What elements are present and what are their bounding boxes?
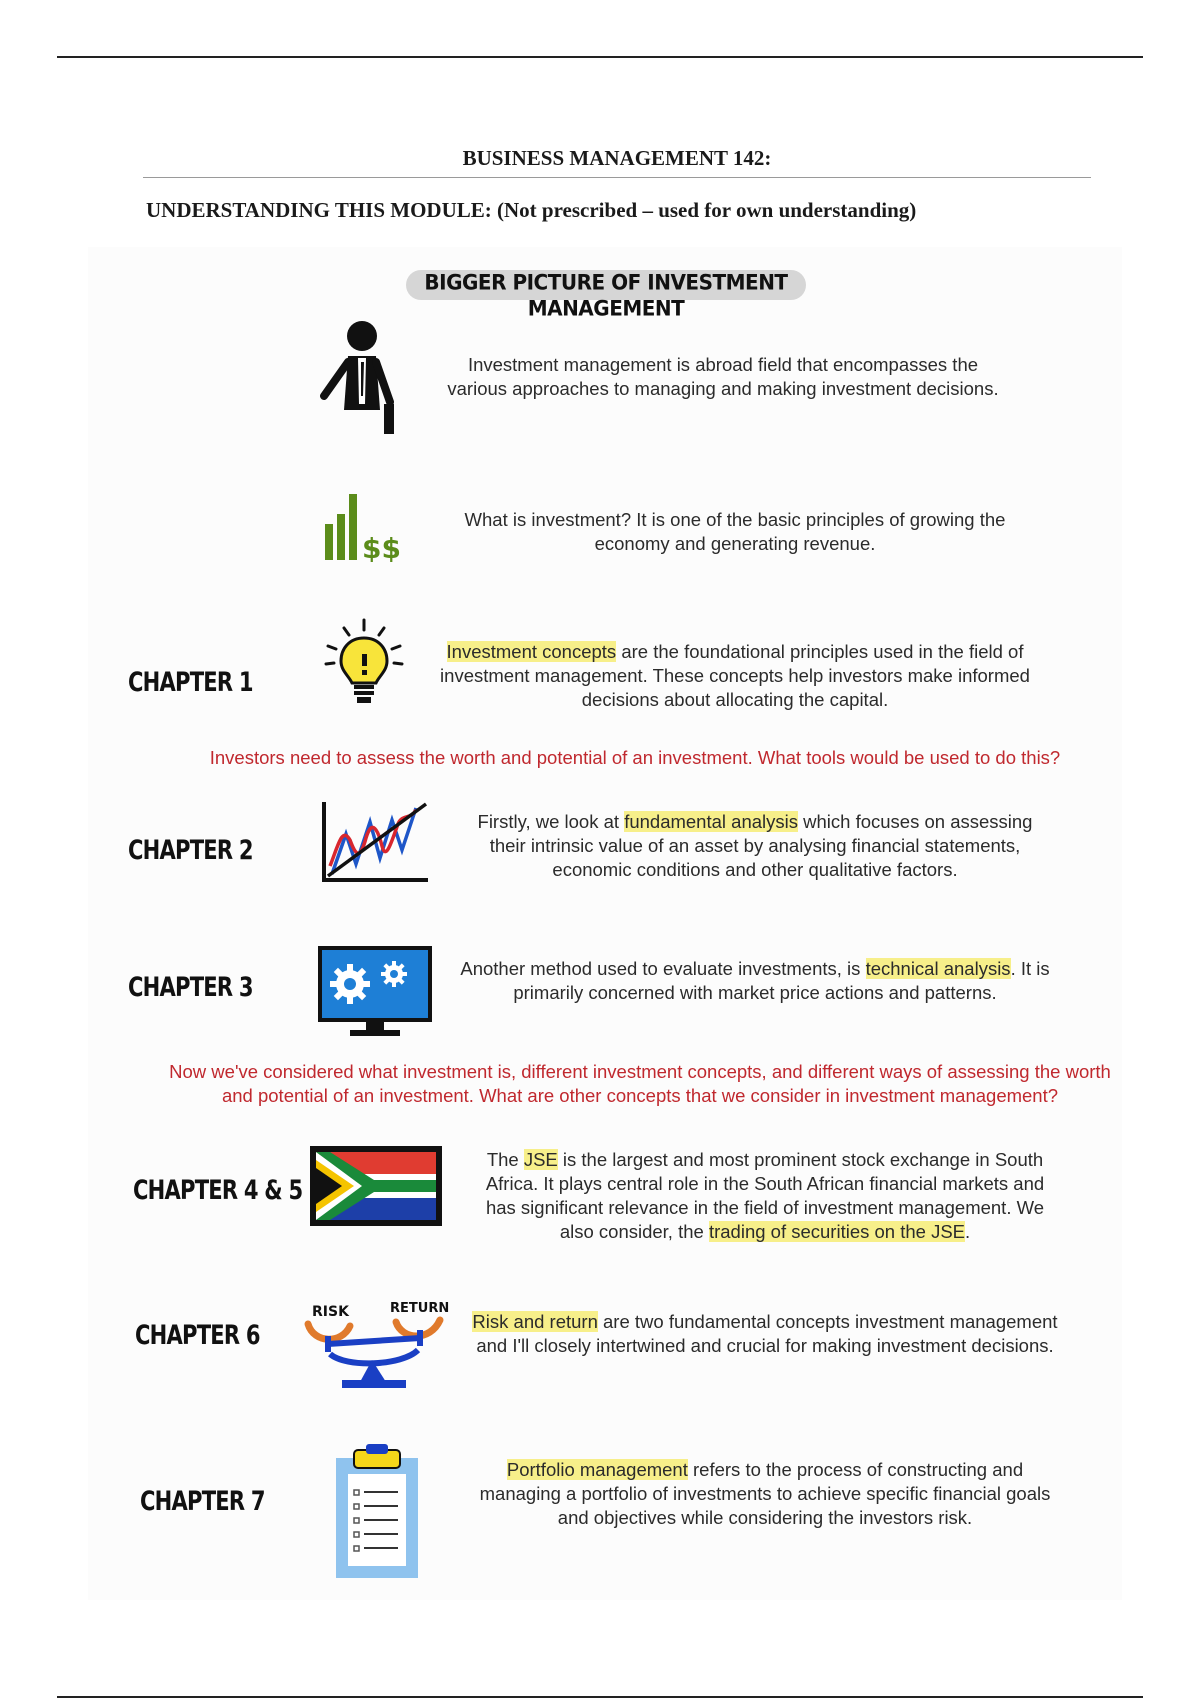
chapter-3-body-start: Another method used to evaluate investments, is <box>460 958 866 979</box>
chapter-4-5-body-middle: is the largest and most prominent stock exchange in South Africa. It plays central role in the South African financial markets and has significant relevance in the field of investment management. We also consider, the <box>485 1149 1045 1242</box>
chapter-1-highlight: Investment concepts <box>446 641 617 662</box>
document-title: BUSINESS MANAGEMENT 142: <box>462 146 772 170</box>
balance-scale-icon <box>302 1298 452 1392</box>
chapter-2-highlight: fundamental analysis <box>624 811 798 832</box>
chapter-1-body: are the foundational principles used in the field of investment management. These concepts help investors make informed decisions about allocating the capital. <box>440 641 1030 710</box>
chapter-7-text <box>470 1458 1060 1530</box>
chapter-2-label: CHAPTER 2 <box>128 835 253 866</box>
south-africa-flag-icon <box>308 1144 444 1228</box>
chapter-2-body-start: Firstly, we look at <box>477 811 625 832</box>
chapter-4-5-highlight-jse: JSE <box>523 1149 558 1170</box>
chapter-6-label: CHAPTER 6 <box>135 1320 260 1351</box>
chapter-4-5-body-start: The <box>486 1149 524 1170</box>
chapter-7-body: refers to the process of constructing and managing a portfolio of investments to achieve specific financial goals and objectives while considering the investors risk. <box>479 1459 1051 1528</box>
chapter-1-text <box>440 640 1030 712</box>
intro-text: Investment management is abroad field that encompasses the various approaches to managing and making investment decisions. <box>447 354 999 399</box>
chapter-2-body-end: which focuses on assessing their intrinsic value of an asset by analysing financial statements, economic conditions and other qualitative factors. <box>489 811 1033 880</box>
bottom-rule <box>57 1696 1143 1698</box>
risk-label: RISK <box>312 1304 349 1320</box>
chapter-3-text <box>460 957 1050 1005</box>
title-underline <box>143 177 1091 178</box>
document-subtitle: UNDERSTANDING THIS MODULE: (Not prescribed – used for own understanding) <box>146 198 917 222</box>
chapter-3-label: CHAPTER 3 <box>128 972 253 1003</box>
clipboard-checklist-icon <box>330 1444 424 1580</box>
bar-chart-dollar-icon <box>324 492 404 562</box>
chapter-6-highlight: Risk and return <box>472 1311 598 1332</box>
businessman-icon <box>318 318 408 438</box>
chapter-6-text <box>470 1310 1060 1358</box>
top-rule <box>57 56 1143 58</box>
chapter-6-body: are two fundamental concepts investment management and I'll closely intertwined and crucial for making investment decisions. <box>476 1311 1058 1356</box>
monitor-gears-icon <box>318 946 432 1038</box>
chapter-4-5-body-end: . <box>965 1221 971 1242</box>
chapter-4-5-highlight-trading: trading of securities on the JSE <box>708 1221 966 1242</box>
chapter-7-label: CHAPTER 7 <box>140 1486 265 1517</box>
return-label: RETURN <box>390 1301 450 1316</box>
investment-text: What is investment? It is one of the basic principles of growing the economy and generating revenue. <box>464 509 1006 554</box>
lightbulb-icon <box>320 618 408 710</box>
chapter-3-highlight: technical analysis <box>865 958 1011 979</box>
chapter-3-body-end: . It is primarily concerned with market price actions and patterns. <box>513 958 1050 1003</box>
chapter-4-5-text <box>470 1148 1060 1244</box>
chapter-7-highlight: Portfolio management <box>506 1459 688 1480</box>
dollar-signs: $$ <box>362 532 401 562</box>
chapter-2-text <box>460 810 1050 882</box>
banner-title: BIGGER PICTURE OF INVESTMENT MANAGEMENT <box>424 269 788 321</box>
infographic-panel <box>88 247 1122 1600</box>
line-chart-icon <box>320 800 432 884</box>
question-2: Now we've considered what investment is, different investment concepts, and different ways of assessing the worth and potential of an investment. What are other concepts that we consider in investment management? <box>169 1061 1111 1106</box>
chapter-4-5-label: CHAPTER 4 & 5 <box>133 1175 303 1206</box>
chapter-1-label: CHAPTER 1 <box>128 667 253 698</box>
question-1: Investors need to assess the worth and potential of an investment. What tools would be used to do this? <box>209 747 1061 768</box>
